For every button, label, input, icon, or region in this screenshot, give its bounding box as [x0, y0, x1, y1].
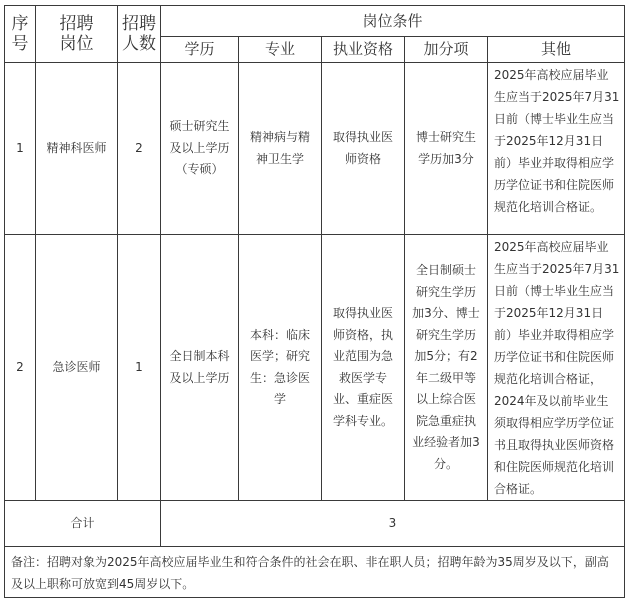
- table-row: [5, 235, 625, 501]
- recruitment-table: [4, 5, 625, 598]
- row-count: 1: [118, 235, 161, 501]
- header-count: 招聘人数: [118, 6, 161, 63]
- header-seq: 序号: [5, 6, 36, 63]
- row-seq: 1: [5, 63, 36, 235]
- row-major: 精神病与精神卫生学: [239, 63, 322, 235]
- row-other: 2025年高校应届毕业生应当于2025年7月31日前（博士毕业生应当于2025年12月31日前）毕业并取得相应学历学位证书和住院医师规范化培训合格证，2024年及以前毕业生须取得相应学历学位证书且取得执业医师资格和住院医师规范化培训合格证。: [488, 235, 625, 501]
- row-education: 全日制本科及以上学历: [161, 235, 239, 501]
- row-bonus: 博士研究生学历加3分: [405, 63, 488, 235]
- header-other: 其他: [488, 37, 625, 63]
- total-row: [5, 501, 625, 547]
- row-qualification: 取得执业医师资格: [322, 63, 405, 235]
- remark-note: 备注：招聘对象为2025年高校应届毕业生和符合条件的社会在职、非在职人员；招聘年龄为35周岁及以下，副高及以上职称可放宽到45周岁以下。: [5, 547, 625, 598]
- row-position: 精神科医师: [36, 63, 118, 235]
- header-qualification: 执业资格: [322, 37, 405, 63]
- header-bonus: 加分项: [405, 37, 488, 63]
- header-row-top: [5, 6, 625, 37]
- header-position: 招聘岗位: [36, 6, 118, 63]
- row-bonus: 全日制硕士研究生学历加3分、博士研究生学历加5分；有2年二级甲等以上综合医院急重症执业经验者加3分。: [405, 235, 488, 501]
- row-education: 硕士研究生及以上学历（专硕）: [161, 63, 239, 235]
- total-value: 3: [161, 501, 625, 547]
- table-row: [5, 63, 625, 235]
- row-position: 急诊医师: [36, 235, 118, 501]
- row-major: 本科：临床医学；研究生：急诊医学: [239, 235, 322, 501]
- total-label: 合计: [5, 501, 161, 547]
- row-seq: 2: [5, 235, 36, 501]
- row-other: 2025年高校应届毕业生应当于2025年7月31日前（博士毕业生应当于2025年12月31日前）毕业并取得相应学历学位证书和住院医师规范化培训合格证。: [488, 63, 625, 235]
- header-conditions: 岗位条件: [161, 6, 625, 37]
- header-major: 专业: [239, 37, 322, 63]
- note-row: [5, 547, 625, 598]
- header-education: 学历: [161, 37, 239, 63]
- row-qualification: 取得执业医师资格，执业范围为急救医学专业、重症医学科专业。: [322, 235, 405, 501]
- row-count: 2: [118, 63, 161, 235]
